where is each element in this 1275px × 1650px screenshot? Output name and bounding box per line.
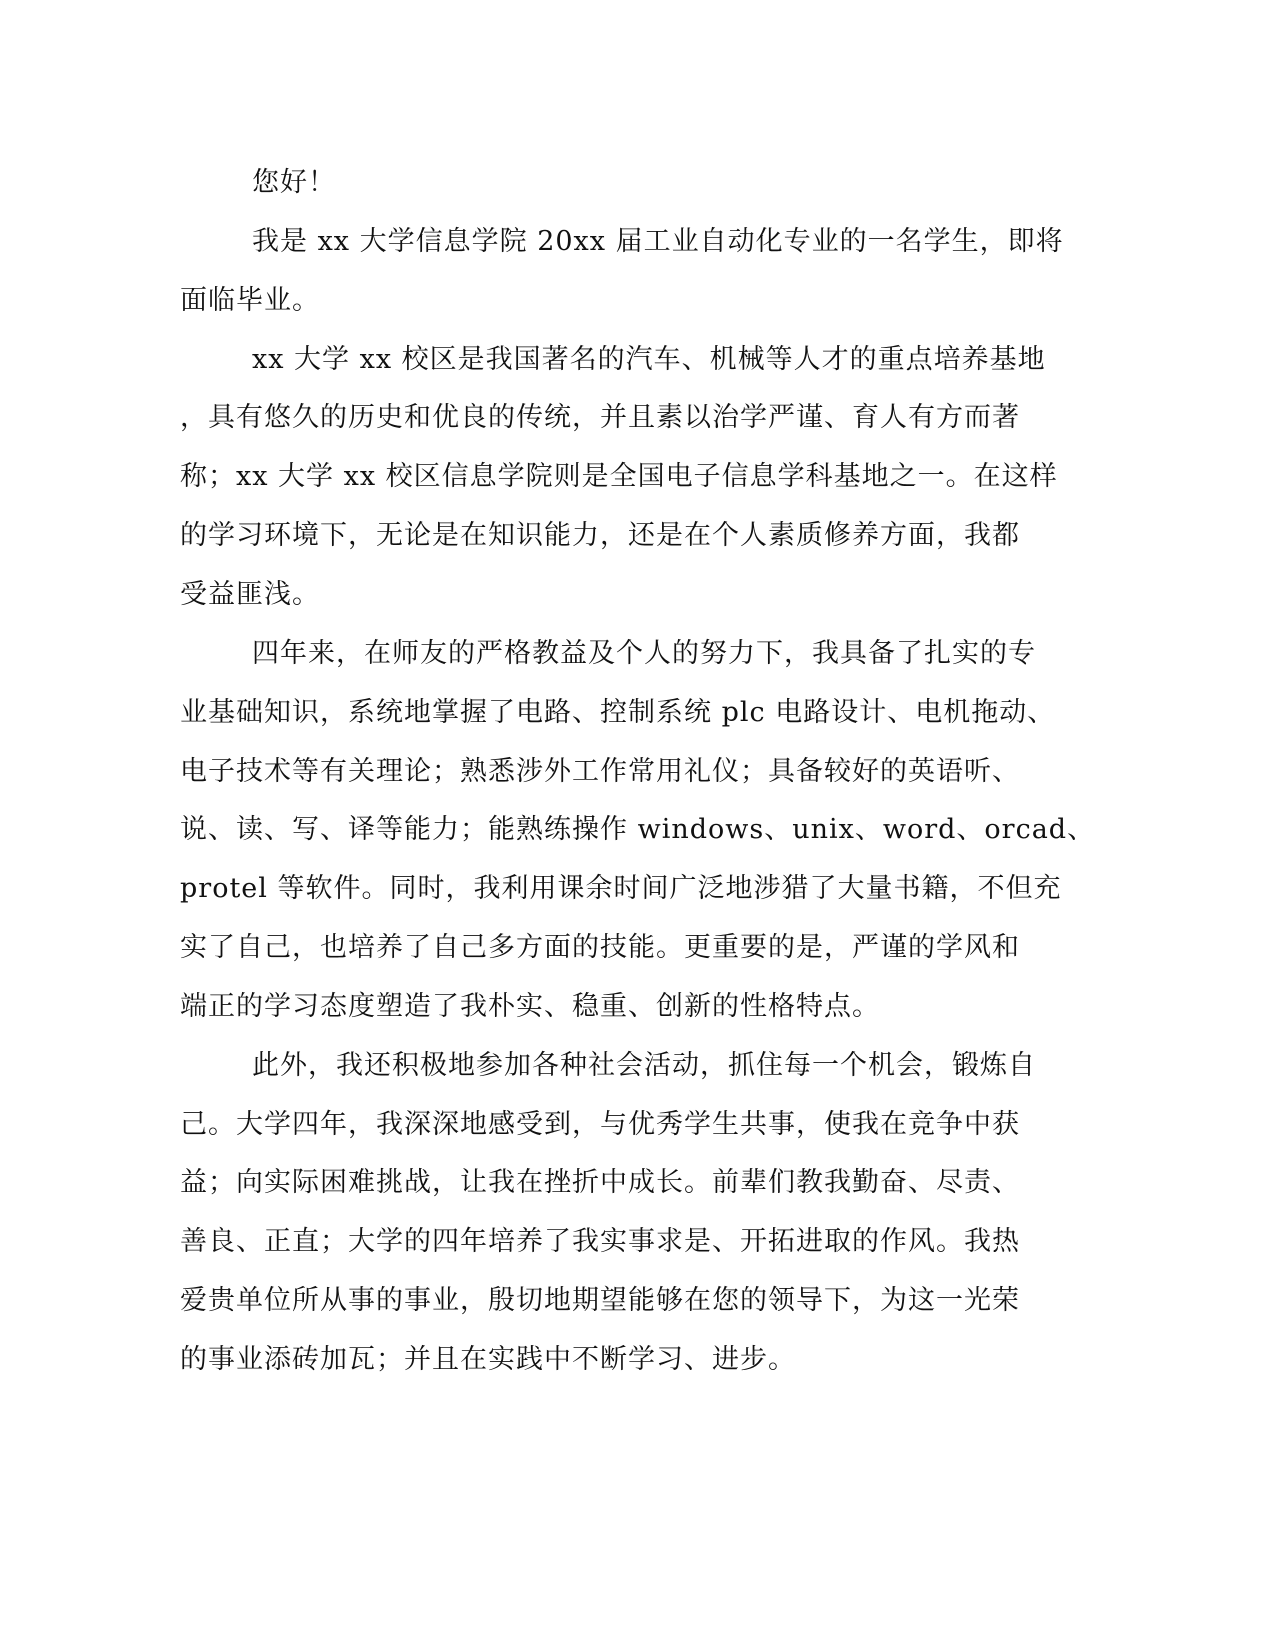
text-line: 爱贵单位所从事的事业，殷切地期望能够在您的领导下，为这一光荣: [180, 1285, 1020, 1316]
greeting: 您好！: [252, 167, 336, 198]
text-line: 说、读、写、译等能力；能熟练操作 windows、unix、word、orcad、: [180, 814, 1096, 845]
text-line: 善良、正直；大学的四年培养了我实事求是、开拓进取的作风。我热: [180, 1226, 1020, 1257]
text-line: 业基础知识，系统地掌握了电路、控制系统 plc 电路设计、电机拖动、: [180, 697, 1056, 728]
text-line: 受益匪浅。: [180, 579, 320, 610]
text-line: 益；向实际困难挑战，让我在挫折中成长。前辈们教我勤奋、尽责、: [180, 1167, 1020, 1198]
text-line: 称；xx 大学 xx 校区信息学院则是全国电子信息学科基地之一。在这样: [180, 461, 1058, 492]
text-line: ，具有悠久的历史和优良的传统，并且素以治学严谨、育人有方而著: [180, 402, 1020, 433]
text-line: 的事业添砖加瓦；并且在实践中不断学习、进步。: [180, 1344, 796, 1375]
text-line: 端正的学习态度塑造了我朴实、稳重、创新的性格特点。: [180, 991, 880, 1022]
text-line: 电子技术等有关理论；熟悉涉外工作常用礼仪；具备较好的英语听、: [180, 756, 1020, 787]
text-line: 实了自己，也培养了自己多方面的技能。更重要的是，严谨的学风和: [180, 932, 1020, 963]
text-line: protel 等软件。同时，我利用课余时间广泛地涉猎了大量书籍，不但充: [180, 873, 1062, 904]
text-line: 己。大学四年，我深深地感受到，与优秀学生共事，使我在竞争中获: [180, 1109, 1020, 1140]
text-line: 四年来，在师友的严格教益及个人的努力下，我具备了扎实的专: [252, 638, 1036, 669]
text-line: 的学习环境下，无论是在知识能力，还是在个人素质修养方面，我都: [180, 520, 1020, 551]
text-line: 此外，我还积极地参加各种社会活动，抓住每一个机会，锻炼自: [252, 1050, 1036, 1081]
text-line: xx 大学 xx 校区是我国著名的汽车、机械等人才的重点培养基地: [252, 344, 1046, 375]
text-line: 我是 xx 大学信息学院 20xx 届工业自动化专业的一名学生，即将: [252, 226, 1064, 257]
text-line: 面临毕业。: [180, 285, 320, 316]
